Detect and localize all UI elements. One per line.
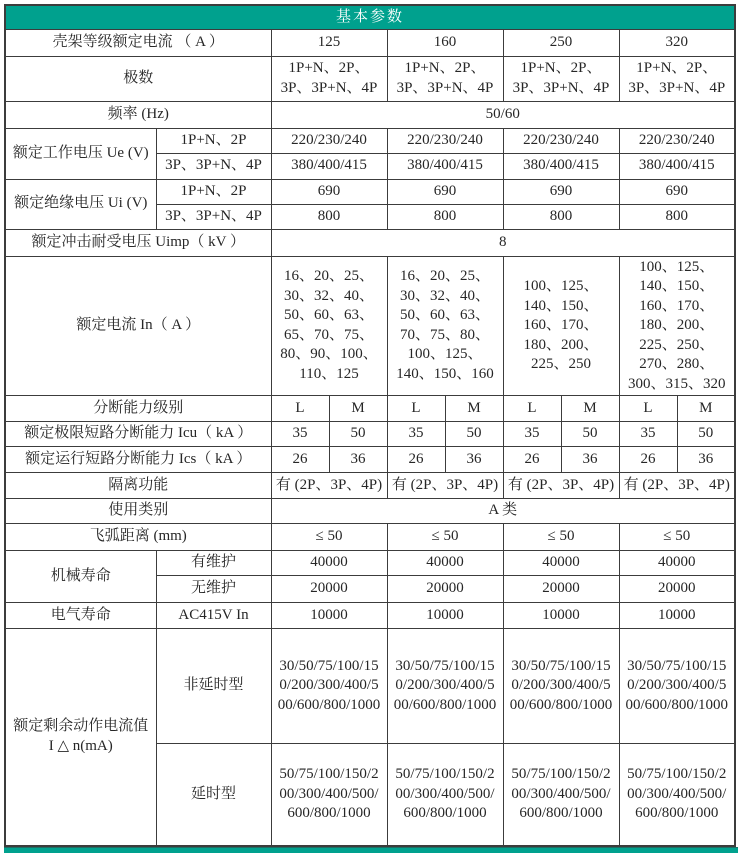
ue-value: 220/230/240 [619,128,735,153]
bottom-accent-bar [4,847,738,853]
isolation-label: 隔离功能 [5,473,271,499]
elec-life-value: 10000 [271,603,387,629]
icu-value: 50 [445,422,503,447]
ui-sub-label: 3P、3P+N、4P [156,204,271,229]
mech-life-value: 20000 [271,576,387,603]
arc-distance-value: ≤ 50 [271,524,387,551]
ue-value: 380/400/415 [619,153,735,179]
residual-label: 额定剩余动作电流值 I △ n(mA) [5,629,156,846]
rated-current-value: 100、125、140、150、160、170、180、200、225、250、270、280、300、315、320 [619,256,735,396]
elec-life-sub-label: AC415V In [156,603,271,629]
rated-current-value: 16、20、25、30、32、40、50、60、63、70、75、80、100、125、140、150、160 [387,256,503,396]
ui-label: 额定绝缘电压 Ui (V) [5,179,156,229]
ue-value: 380/400/415 [271,153,387,179]
row-rated-current [5,256,735,396]
ui-value: 800 [619,204,735,229]
row-frequency [5,101,735,128]
frame-current-value: 160 [387,29,503,56]
ics-value: 26 [387,447,445,473]
ue-value: 220/230/240 [271,128,387,153]
mech-life-value: 40000 [619,551,735,576]
ui-value: 800 [503,204,619,229]
ui-value: 690 [271,179,387,204]
ui-value: 800 [271,204,387,229]
isolation-value: 有 (2P、3P、4P) [503,473,619,499]
poles-value: 1P+N、2P、3P、3P+N、4P [387,56,503,101]
breaking-class-label: 分断能力级别 [5,396,271,422]
breaking-class-value: M [445,396,503,422]
row-frame-current [5,29,735,56]
icu-value: 35 [503,422,561,447]
poles-label: 极数 [5,56,271,101]
rated-current-label: 额定电流 In（ A ） [5,256,271,396]
ics-value: 36 [329,447,387,473]
poles-value: 1P+N、2P、3P、3P+N、4P [503,56,619,101]
icu-label: 额定极限短路分断能力 Icu（ kA ） [5,422,271,447]
ue-sub-label: 1P+N、2P [156,128,271,153]
residual-value: 30/50/75/100/150/200/300/400/500/600/800/1000 [503,629,619,744]
row-category [5,499,735,524]
frequency-label: 频率 (Hz) [5,101,271,128]
row-arc-distance [5,524,735,551]
ics-value: 36 [445,447,503,473]
row-ics [5,447,735,473]
icu-value: 35 [271,422,329,447]
icu-value: 50 [329,422,387,447]
mech-life-sub-label: 有维护 [156,551,271,576]
ue-sub-label: 3P、3P+N、4P [156,153,271,179]
ics-value: 26 [619,447,677,473]
ue-value: 220/230/240 [387,128,503,153]
mech-life-label: 机械寿命 [5,551,156,603]
category-label: 使用类别 [5,499,271,524]
frame-current-value: 250 [503,29,619,56]
rated-current-value: 16、20、25、30、32、40、50、60、63、65、70、75、80、90、100、110、125 [271,256,387,396]
mech-life-value: 40000 [387,551,503,576]
mech-life-value: 40000 [503,551,619,576]
icu-value: 35 [387,422,445,447]
frame-current-label: 壳架等级额定电流 （ A ） [5,29,271,56]
row-ui-1 [5,179,735,204]
ui-value: 690 [387,179,503,204]
residual-value: 30/50/75/100/150/200/300/400/500/600/800/1000 [271,629,387,744]
row-mech-life-1 [5,551,735,576]
residual-value: 30/50/75/100/150/200/300/400/500/600/800/1000 [619,629,735,744]
elec-life-value: 10000 [619,603,735,629]
ue-value: 380/400/415 [387,153,503,179]
isolation-value: 有 (2P、3P、4P) [619,473,735,499]
residual-value: 50/75/100/150/200/300/400/500/600/800/1000 [619,744,735,846]
poles-value: 1P+N、2P、3P、3P+N、4P [619,56,735,101]
mech-life-value: 20000 [387,576,503,603]
row-uimp [5,229,735,256]
residual-sub-label: 非延时型 [156,629,271,744]
breaking-class-value: L [503,396,561,422]
ics-value: 36 [677,447,735,473]
mech-life-value: 20000 [619,576,735,603]
breaking-class-value: L [387,396,445,422]
row-ue-1 [5,128,735,153]
elec-life-label: 电气寿命 [5,603,156,629]
residual-value: 50/75/100/150/200/300/400/500/600/800/1000 [271,744,387,846]
residual-value: 50/75/100/150/200/300/400/500/600/800/1000 [503,744,619,846]
basic-parameters-table [4,4,736,847]
row-residual-1 [5,629,735,744]
poles-value: 1P+N、2P、3P、3P+N、4P [271,56,387,101]
ue-value: 380/400/415 [503,153,619,179]
residual-value: 50/75/100/150/200/300/400/500/600/800/1000 [387,744,503,846]
ui-value: 690 [619,179,735,204]
uimp-label: 额定冲击耐受电压 Uimp（ kV ） [5,229,271,256]
residual-value: 30/50/75/100/150/200/300/400/500/600/800/1000 [387,629,503,744]
breaking-class-value: L [271,396,329,422]
icu-value: 50 [561,422,619,447]
isolation-value: 有 (2P、3P、4P) [387,473,503,499]
uimp-value: 8 [271,229,735,256]
ui-value: 800 [387,204,503,229]
breaking-class-value: M [561,396,619,422]
breaking-class-value: M [329,396,387,422]
ui-value: 690 [503,179,619,204]
rated-current-value: 100、125、140、150、160、170、180、200、225、250 [503,256,619,396]
breaking-class-value: M [677,396,735,422]
frame-current-value: 125 [271,29,387,56]
ics-value: 26 [271,447,329,473]
ui-sub-label: 1P+N、2P [156,179,271,204]
category-value: A 类 [271,499,735,524]
row-elec-life [5,603,735,629]
mech-life-sub-label: 无维护 [156,576,271,603]
arc-distance-value: ≤ 50 [619,524,735,551]
row-isolation [5,473,735,499]
mech-life-value: 20000 [503,576,619,603]
arc-distance-label: 飞弧距离 (mm) [5,524,271,551]
arc-distance-value: ≤ 50 [503,524,619,551]
arc-distance-value: ≤ 50 [387,524,503,551]
elec-life-value: 10000 [387,603,503,629]
ics-value: 26 [503,447,561,473]
isolation-value: 有 (2P、3P、4P) [271,473,387,499]
row-poles [5,56,735,101]
elec-life-value: 10000 [503,603,619,629]
mech-life-value: 40000 [271,551,387,576]
row-icu [5,422,735,447]
table-title: 基本参数 [5,5,735,29]
frequency-value: 50/60 [271,101,735,128]
ue-label: 额定工作电压 Ue (V) [5,128,156,179]
icu-value: 50 [677,422,735,447]
ics-value: 36 [561,447,619,473]
table-header-row [5,5,735,29]
residual-sub-label: 延时型 [156,744,271,846]
frame-current-value: 320 [619,29,735,56]
row-breaking-class [5,396,735,422]
breaking-class-value: L [619,396,677,422]
ics-label: 额定运行短路分断能力 Ics（ kA ） [5,447,271,473]
ue-value: 220/230/240 [503,128,619,153]
icu-value: 35 [619,422,677,447]
